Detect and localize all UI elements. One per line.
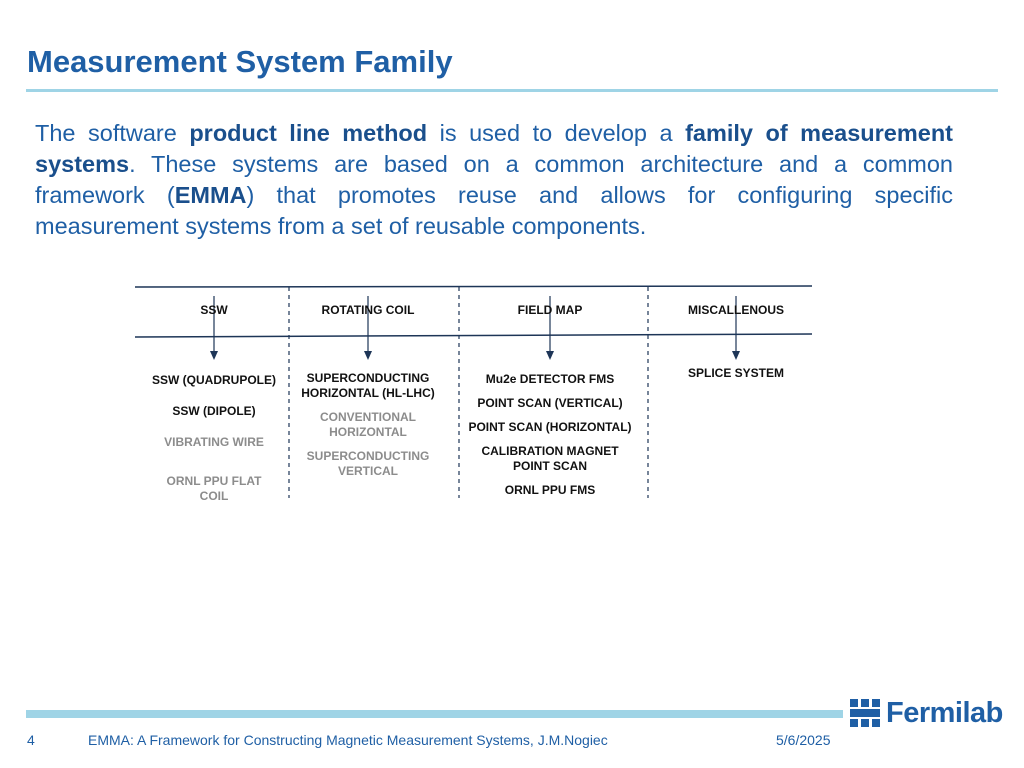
system-item-line: HORIZONTAL (HL-LHC) [301,386,435,400]
system-item [301,371,435,401]
system-item-line: SPLICE SYSTEM [687,366,785,380]
system-item-line: CALIBRATION MAGNET [481,444,619,458]
slide-title: Measurement System Family [27,44,453,79]
arrow-down-icon [732,351,740,360]
fermilab-logo-text: Fermilab [886,696,1003,729]
system-item-line: HORIZONTAL [329,425,407,439]
intro-emphasis: family of measurement systems [35,120,954,177]
system-item-line: ORNL PPU FMS [504,483,596,497]
system-item [320,410,416,440]
intro-emphasis: product line method [189,120,428,146]
system-item-line: COIL [199,489,229,503]
system-item-line: VIBRATING WIRE [164,435,264,449]
column-header: MISCALLENOUS [688,303,784,317]
intro-text: . These systems are based on a common architecture and a common framework ( [35,151,953,208]
system-item [505,483,595,498]
system-item-line: SSW (DIPOLE) [172,404,256,418]
diagram-top-rule [135,286,812,287]
system-item [172,404,255,419]
column-header: SSW [200,303,228,317]
intro-emphasis: EMMA [174,182,247,208]
intro-text: The software [35,120,190,146]
footer-divider [26,710,843,718]
system-item-line: SSW (QUADRUPOLE) [152,373,276,387]
system-item [164,435,264,450]
footer-date: 5/6/2025 [776,732,831,748]
system-item-line: CONVENTIONAL [320,410,416,424]
fermilab-mark-icon [850,699,880,727]
system-item-line: VERTICAL [337,464,398,478]
system-item [486,372,614,387]
arrow-down-icon [210,351,218,360]
intro-text: ) that promotes reuse and allows for configuring specific measurement systems from a set of reusable components. [35,182,953,239]
system-item-line: Mu2e DETECTOR FMS [485,372,615,386]
system-item [307,449,430,479]
footer-citation: EMMA: A Framework for Constructing Magnetic Measurement Systems, J.M.Nogiec [88,732,608,748]
arrow-down-icon [364,351,372,360]
system-item-line: POINT SCAN [512,459,588,473]
fermilab-logo [850,697,1003,729]
system-item-line: ORNL PPU FLAT [166,474,262,488]
column-header: ROTATING COIL [321,303,415,317]
system-item [167,474,262,504]
system-item-line: SUPERCONDUCTING [306,371,430,385]
diagram-header-rule [135,334,812,337]
intro-text: is used to develop a [427,120,686,146]
system-item-line: SUPERCONDUCTING [306,449,430,463]
system-item [481,444,618,474]
column-header: FIELD MAP [517,303,583,317]
system-item [688,366,784,381]
system-item-line: POINT SCAN (HORIZONTAL) [468,420,632,434]
system-item [477,396,622,411]
system-item [468,420,631,435]
arrow-down-icon [546,351,554,360]
system-item-line: POINT SCAN (VERTICAL) [477,396,623,410]
page-number: 4 [27,732,35,748]
system-item [152,373,276,388]
